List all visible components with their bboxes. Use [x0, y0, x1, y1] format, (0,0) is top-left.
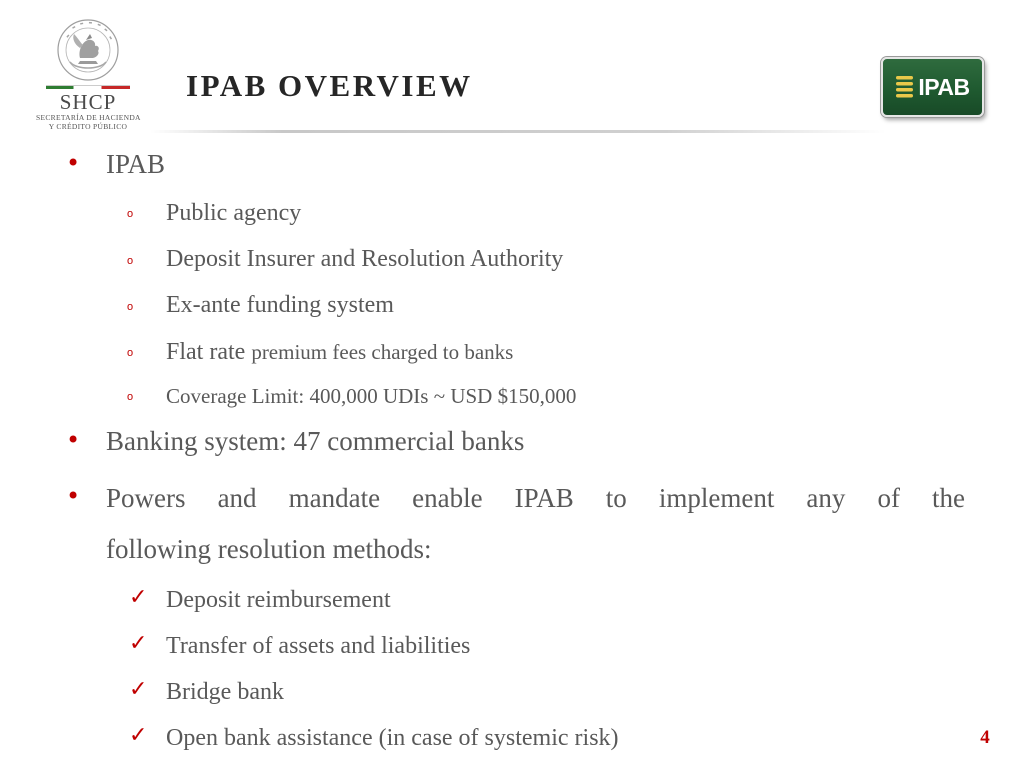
sub-bullet-marker: o [127, 347, 134, 359]
sub-item-flat-rate-part1: Flat rate [166, 339, 246, 365]
checkmark-icon: ✓ [129, 631, 148, 656]
sub-item-coverage-limit: Coverage Limit: 400,000 UDIs ~ USD $150,000 [166, 384, 577, 408]
shcp-subtitle-line1: SECRETARÍA DE HACIENDA [36, 113, 141, 122]
method-open-bank-assistance: Open bank assistance (in case of systemic risk) [166, 725, 619, 751]
ipab-logo-text: IPAB [918, 73, 970, 100]
sub-item-public-agency: Public agency [166, 200, 302, 226]
bullet-dot: • [66, 149, 81, 177]
checkmark-icon: ✓ [129, 677, 148, 702]
bullet-dot: • [66, 426, 81, 454]
shcp-subtitle-line2: Y CRÉDITO PÚBLICO [48, 122, 128, 131]
bullet-ipab: IPAB [106, 149, 166, 179]
sub-item-deposit-insurer: Deposit Insurer and Resolution Authority [166, 246, 564, 272]
bullet-dot: • [66, 482, 81, 510]
shcp-name: SHCP [59, 90, 117, 114]
checkmark-icon: ✓ [129, 585, 148, 610]
method-bridge-bank: Bridge bank [166, 679, 284, 705]
sub-item-flat-rate-part2: premium fees charged to banks [251, 340, 514, 364]
sub-item-flat-rate [166, 336, 513, 368]
bullet-powers-line2: following resolution methods: [106, 534, 432, 564]
sub-bullet-marker: o [127, 301, 134, 313]
sub-bullet-marker: o [127, 391, 134, 403]
sub-bullet-marker: o [127, 208, 134, 220]
bullet-banking-system: Banking system: 47 commercial banks [106, 426, 525, 456]
method-deposit-reimbursement: Deposit reimbursement [166, 587, 391, 613]
sub-bullet-marker: o [127, 255, 134, 267]
page-title: IPAB OVERVIEW [186, 68, 473, 103]
page-number: 4 [980, 727, 990, 748]
method-transfer-assets: Transfer of assets and liabilities [166, 633, 471, 659]
sub-item-exante-funding: Ex-ante funding system [166, 292, 394, 318]
bullet-powers-line1: Powers and mandate enable IPAB to implement any of the [106, 483, 965, 513]
checkmark-icon: ✓ [129, 723, 148, 748]
